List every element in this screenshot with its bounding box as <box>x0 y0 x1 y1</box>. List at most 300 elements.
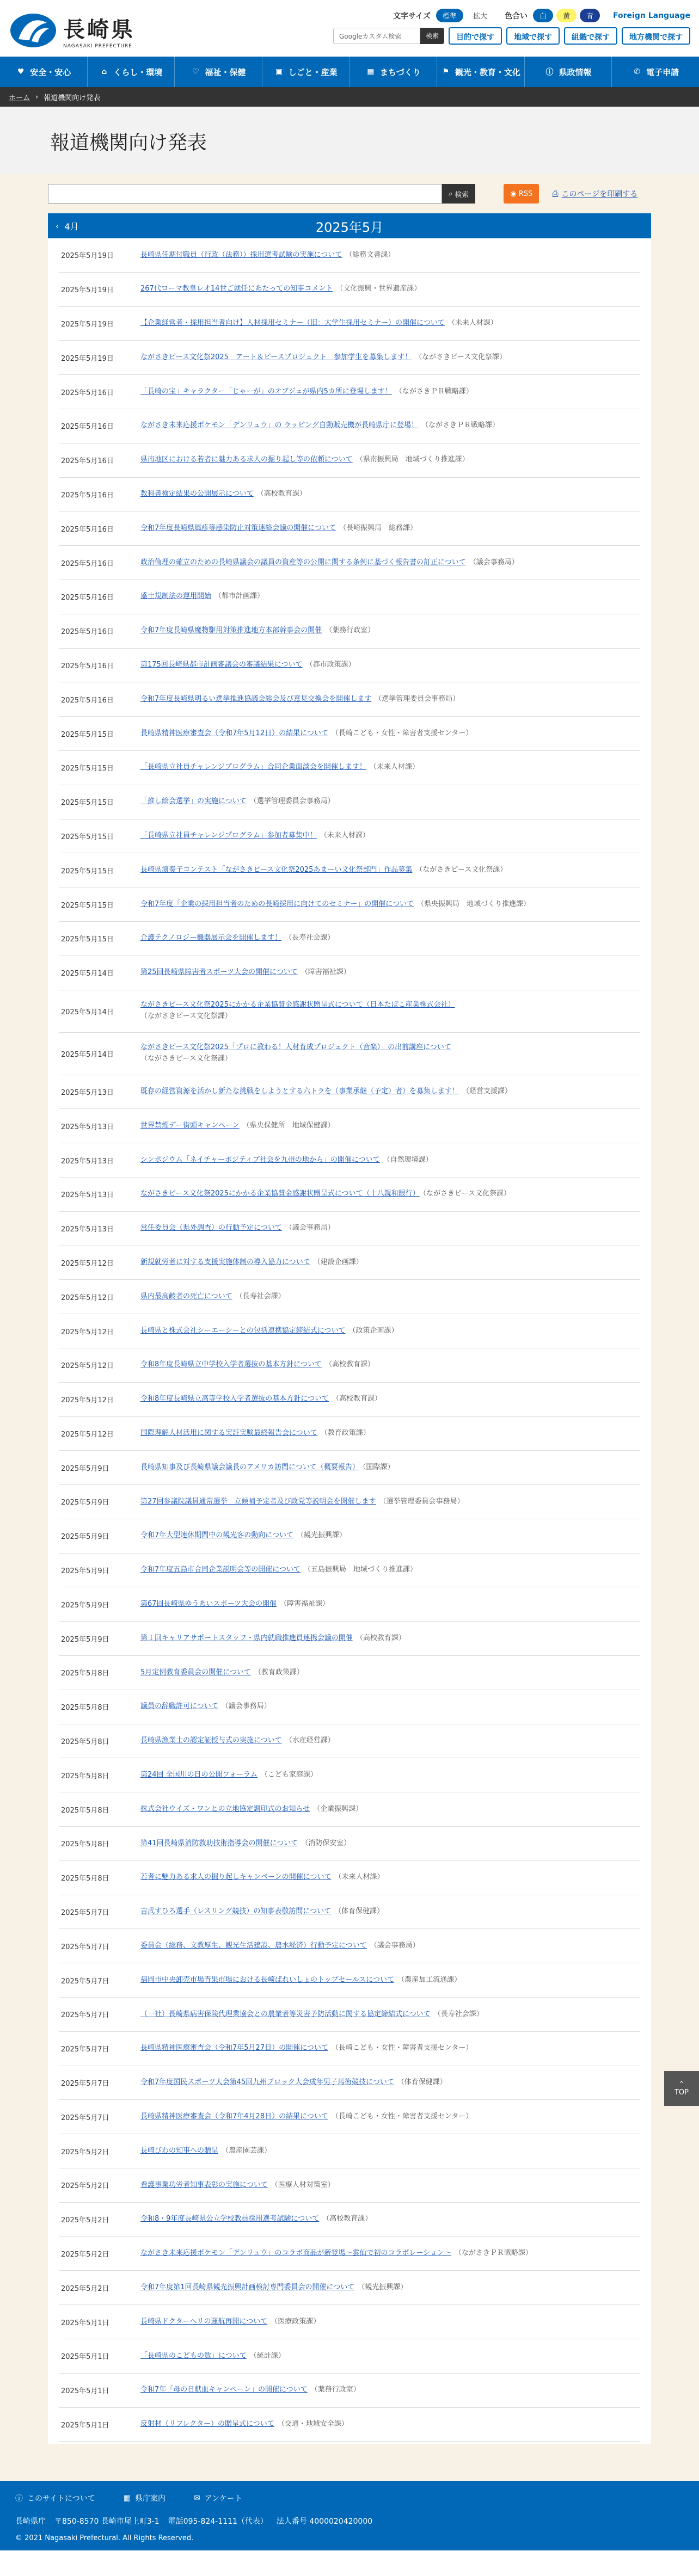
release-title-link[interactable]: 反射材（リフレクター）の贈呈式について <box>140 2420 274 2429</box>
release-info <box>140 1155 640 1166</box>
release-title-link[interactable]: 株式会社ウイズ・ワンとの立地協定調印式のお知らせ <box>140 1804 310 1813</box>
release-department: （未来人材課） <box>369 763 419 772</box>
building-icon: ▦ <box>123 2494 131 2503</box>
release-title-link[interactable]: 令和8・9年度長崎県公立学校教員採用選考試験について <box>140 2215 320 2223</box>
press-release-row <box>59 341 640 375</box>
nav-town[interactable] <box>350 57 438 87</box>
breadcrumb-home[interactable]: ホーム <box>9 94 30 102</box>
footer-link-office-guide[interactable] <box>124 2493 165 2504</box>
release-department: （文化振興・世界遺産課） <box>336 285 421 293</box>
release-department: （こども家庭課） <box>260 1770 317 1779</box>
release-department: （交通・地域安全課） <box>277 2420 348 2429</box>
release-date: 2025年5月13日 <box>61 1123 114 1131</box>
release-info <box>140 694 640 705</box>
release-title-link[interactable]: 第27回参議院議員通常選挙 立候補予定者及び政党等説明会を開催します <box>140 1497 376 1506</box>
press-release-row <box>59 580 640 614</box>
release-title-link[interactable]: （一社）長崎県病害保険代理業協会との農業者等災害予防活動に関する協定締結式について <box>140 2010 431 2018</box>
release-department: （議会事務局） <box>221 1702 271 1711</box>
footer-link-about[interactable] <box>15 2493 95 2504</box>
press-release-row <box>59 1280 640 1314</box>
release-department: （ながさきＰＲ戦略課） <box>395 387 473 396</box>
press-release-row <box>59 614 640 649</box>
page-title: 報道機関向け発表 <box>50 132 207 154</box>
footer-phone: 電話095-824-1111（代表） <box>168 2517 268 2526</box>
release-title-link[interactable]: ながさき未来応援ポケモン「デンリュウ」のコラボ商品が新登場〜雲仙で初のコラボレーション〜 <box>140 2249 451 2258</box>
release-title-link[interactable]: 令和7年大型連休期間中の観光客の動向について <box>140 1531 294 1540</box>
release-date: 2025年5月19日 <box>61 252 114 261</box>
release-date: 2025年5月9日 <box>61 1567 109 1576</box>
release-department: （高校教育課） <box>332 1395 382 1403</box>
release-date: 2025年5月16日 <box>61 696 114 705</box>
release-department: （長寿社会課） <box>235 1292 285 1301</box>
release-title-link[interactable]: 長崎県と株式会社シーエーシーとの包括連携協定締結式について <box>140 1326 346 1335</box>
press-release-row <box>59 1485 640 1519</box>
press-release-row <box>59 2339 640 2374</box>
nav-label: 安全・安心 <box>30 67 71 77</box>
release-title-link[interactable]: 【企業経営者・採用担当者向け】人材採用セミナー（旧：大学生採用セミナー）の開催について <box>140 319 445 328</box>
release-department: （消防保安室） <box>301 1839 351 1847</box>
release-title-link[interactable]: 長崎県任期付職員（行政（法務））採用選考試験の実施について <box>140 250 342 259</box>
press-release-row <box>59 1827 640 1861</box>
building-icon: ▦ <box>367 67 375 76</box>
release-info <box>140 967 640 978</box>
press-release-row <box>59 2100 640 2134</box>
release-date: 2025年5月15日 <box>61 765 114 773</box>
release-info <box>140 1291 640 1303</box>
font-size-large-button[interactable]: 拡大 <box>473 13 487 21</box>
release-info <box>140 1086 640 1098</box>
press-release-row <box>59 2134 640 2168</box>
release-department: （経営支援課） <box>462 1087 512 1096</box>
release-department: （未来人材課） <box>447 319 498 328</box>
rss-icon: ◉ <box>510 189 519 198</box>
site-search-button[interactable] <box>442 184 475 204</box>
release-department: （選挙管理委員会事務局） <box>379 1497 464 1506</box>
release-date: 2025年5月2日 <box>61 2148 109 2156</box>
release-title-link[interactable]: 令和7年「母の日献血キャンペーン」の開催について <box>140 2386 308 2394</box>
release-title-link[interactable]: 長崎県漁業士の認定証授与式の実施について <box>140 1736 282 1745</box>
release-title-link[interactable]: 第175回長崎県都市計画審議会の審議結果について <box>140 661 303 669</box>
release-date: 2025年5月15日 <box>61 799 114 808</box>
release-department: （農産園芸課） <box>222 2146 272 2155</box>
release-department: （議会事務局） <box>469 558 519 566</box>
release-info <box>140 1120 640 1132</box>
release-title-link[interactable]: 令和7年度長崎県風疹等感染防止対策連絡会議の開催について <box>140 523 336 532</box>
release-title-link[interactable]: 令和7年度長崎県明るい選挙推進協議会総会及び意見交換会を開催します <box>140 694 372 703</box>
release-title-link[interactable]: 長崎県知事及び長崎県議会議長のアメリカ訪問について（概要報告） <box>140 1463 359 1471</box>
press-release-row <box>59 1963 640 1998</box>
press-release-row <box>59 1587 640 1622</box>
release-info <box>140 1770 640 1781</box>
heart-icon: ♡ <box>192 67 199 76</box>
release-department: （高校教育課） <box>322 2215 372 2223</box>
release-date: 2025年5月19日 <box>61 286 114 295</box>
month-navigation <box>48 213 651 238</box>
release-title-link[interactable]: 委員会（総務、文教厚生、観光生活建設、農水経済）行動予定について <box>140 1941 367 1950</box>
release-department: （ながさきピース文化祭課） <box>140 1055 232 1063</box>
press-release-row <box>59 511 640 546</box>
release-date: 2025年5月13日 <box>61 1225 114 1234</box>
press-release-panel <box>48 213 651 2444</box>
press-release-row <box>59 1792 640 1827</box>
release-date: 2025年5月2日 <box>61 2284 109 2293</box>
release-date: 2025年5月7日 <box>61 1977 109 1986</box>
chevron-left-icon: ‹ <box>56 220 59 231</box>
chevron-up-icon: ⌃ <box>678 2080 685 2088</box>
release-info <box>140 1042 640 1065</box>
previous-month-link[interactable] <box>48 220 79 232</box>
global-nav <box>0 57 699 87</box>
release-department: （長崎振興局 総務課） <box>339 523 418 532</box>
nav-e-application[interactable] <box>612 57 699 87</box>
press-release-row <box>59 1178 640 1212</box>
press-release-row <box>59 1861 640 1895</box>
release-title-link[interactable]: 長崎県ドクターヘリの運航再開について <box>140 2317 268 2326</box>
purpose-search-button[interactable]: 目的で探す <box>449 27 502 45</box>
search-button-label: 検索 <box>455 190 469 199</box>
release-date: 2025年5月1日 <box>61 2353 109 2362</box>
release-department: （選挙管理委員会事務局） <box>249 797 335 806</box>
release-info <box>140 2384 640 2396</box>
release-date: 2025年5月13日 <box>61 1157 114 1166</box>
release-department: （教育政策課） <box>320 1429 370 1437</box>
press-release-row <box>59 2408 640 2442</box>
print-label: このページを印刷する <box>561 190 638 199</box>
flag-icon: ⚑ <box>442 67 450 76</box>
font-size-standard-button[interactable]: 標準 <box>436 9 463 22</box>
footer-address-text: 〒850-8570 長崎市尾上町3-1 <box>54 2517 160 2526</box>
release-title-link[interactable]: 「長崎の宝」キャラクター「じゃーが」のオブジェが県内5カ所に登場します！ <box>140 387 392 396</box>
color-white-button[interactable]: 白 <box>533 9 553 22</box>
rss-label: RSS <box>518 189 533 198</box>
release-info <box>140 2316 640 2328</box>
press-release-row <box>59 2237 640 2271</box>
release-info <box>140 796 640 808</box>
press-release-row <box>59 2032 640 2066</box>
release-date: 2025年5月19日 <box>61 320 114 329</box>
search-icon: ⌕ <box>449 189 453 198</box>
release-info <box>140 728 640 739</box>
site-search-input[interactable] <box>48 184 442 204</box>
nav-tourism[interactable] <box>437 57 525 87</box>
logo-subtitle: NAGASAKI PREFECTURE <box>63 43 132 49</box>
release-title-link[interactable]: 長崎県精神医療審査会（令和7年4月28日）の結果について <box>140 2112 328 2121</box>
release-info <box>140 660 640 671</box>
footer-link-label: アンケート <box>204 2494 242 2504</box>
release-department: （国際課） <box>362 1463 395 1471</box>
release-title-link[interactable]: 第24回 全国川の日の公開フォーラム <box>140 1770 257 1779</box>
release-department: （医療政策課） <box>271 2317 321 2326</box>
release-info <box>140 1804 640 1815</box>
release-info <box>140 1462 640 1474</box>
release-title-link[interactable]: 令和7年度第1回長崎県観光振興計画検討専門委員会の開催について <box>140 2283 355 2291</box>
nav-label: 電子申請 <box>646 67 679 77</box>
release-date: 2025年5月9日 <box>61 1464 109 1473</box>
release-date: 2025年5月15日 <box>61 901 114 910</box>
release-title-link[interactable]: 長崎びわの知事への贈呈 <box>140 2146 219 2155</box>
release-date: 2025年5月12日 <box>61 1430 114 1439</box>
release-department: （高校教育課） <box>256 490 306 498</box>
release-info <box>140 420 640 432</box>
press-release-row <box>59 1314 640 1348</box>
release-title-link[interactable]: 第25回長崎県障害者スポーツ大会の開催について <box>140 968 298 977</box>
release-department: （観光振興課） <box>297 1531 347 1540</box>
press-release-row <box>59 990 640 1033</box>
release-info <box>140 1599 640 1610</box>
back-to-top-button[interactable] <box>664 2071 699 2106</box>
release-title-link[interactable]: 既存の経営資源を活かし新たな挑戦をしようとする六トラを（事業承継（予定）者）を募集します！ <box>140 1087 459 1096</box>
breadcrumb-separator-icon: › <box>35 93 39 101</box>
current-month: 2025年5月 <box>315 219 384 235</box>
press-release-row <box>59 238 640 273</box>
previous-month-label[interactable]: 4月 <box>64 221 79 232</box>
site-logo[interactable] <box>9 12 135 49</box>
release-title-link[interactable]: 「長崎県立社員チャレンジプログラム」参加者募集中！ <box>140 831 317 840</box>
release-title-link[interactable]: 令和8年度長崎県立高等学校入学者選抜の基本方針について <box>140 1395 329 1403</box>
release-date: 2025年5月2日 <box>61 2216 109 2225</box>
release-title-link[interactable]: 吉武すひろ選手（レスリング競技）の知事表敬訪問について <box>140 1907 332 1916</box>
press-release-row <box>59 2066 640 2100</box>
release-title-link[interactable]: 教科書検定結果の公開展示について <box>140 490 254 498</box>
site-header <box>0 0 699 57</box>
release-department: （農産加工流通課） <box>397 1975 462 1984</box>
release-date: 2025年5月15日 <box>61 730 114 739</box>
release-date: 2025年5月8日 <box>61 1704 109 1712</box>
release-title-link[interactable]: 県南地区における若者に魅力ある求人の掘り起し等の依頼について <box>140 455 353 464</box>
press-release-row <box>59 2374 640 2408</box>
back-to-top-label: TOP <box>674 2088 689 2097</box>
release-info <box>140 2248 640 2259</box>
nav-label: 福祉・保健 <box>205 67 246 77</box>
release-department: （ながさきＰＲ戦略課） <box>421 421 499 430</box>
page-title-area <box>0 107 699 174</box>
release-title-link[interactable]: 世界禁煙デー街頭キャンペーン <box>140 1121 240 1130</box>
release-department: （政策企画課） <box>348 1326 398 1335</box>
foreign-language-link[interactable]: Foreign Language <box>613 11 690 20</box>
press-release-row <box>59 1451 640 1485</box>
release-department: （都市政策課） <box>305 661 355 669</box>
release-title-link[interactable]: 長崎県精神医療審査会（令和7年5月12日）の結果について <box>140 729 328 737</box>
press-release-row <box>59 1656 640 1690</box>
color-label: 色合い <box>504 11 528 21</box>
nav-label: しごと・産業 <box>288 67 338 77</box>
release-title-link[interactable]: 議員の辞職許可について <box>140 1702 218 1711</box>
release-info <box>140 386 640 398</box>
release-department: （長崎こども・女性・障害者支援センター） <box>331 2044 473 2053</box>
page-tools <box>48 182 651 206</box>
release-info <box>140 1359 640 1371</box>
nav-label: まちづくり <box>379 67 421 77</box>
release-title-link[interactable]: 令和7年度国民スポーツ大会第45回九州ブロック大会成年男子馬術競技について <box>140 2078 394 2087</box>
press-release-row <box>59 1143 640 1178</box>
shield-icon: ♥ <box>17 67 24 76</box>
release-date: 2025年5月8日 <box>61 1772 109 1780</box>
rss-button[interactable] <box>504 184 539 204</box>
release-info <box>140 1326 640 1337</box>
print-link[interactable] <box>552 188 637 199</box>
press-release-row <box>59 1998 640 2032</box>
release-info <box>140 318 640 329</box>
release-info <box>140 933 640 944</box>
release-info <box>140 1667 640 1679</box>
organization-search-button[interactable]: 組織で探す <box>564 27 617 45</box>
press-release-row <box>59 649 640 683</box>
release-title-link[interactable]: 5月定例教育委員会の開催について <box>140 1668 252 1677</box>
release-title-link[interactable]: 第67回長崎県ゆうあいスポーツ大会の開催 <box>140 1599 277 1608</box>
release-info <box>140 523 640 534</box>
release-department: （議会事務局） <box>285 1224 335 1232</box>
release-title-link[interactable]: 盛土規制法の運用開始 <box>140 592 212 601</box>
nav-government[interactable] <box>525 57 612 87</box>
release-date: 2025年5月2日 <box>61 2182 109 2191</box>
release-date: 2025年5月9日 <box>61 1601 109 1610</box>
release-title-link[interactable]: ながさきピース文化祭2025 アート＆ピースプロジェクト 参加学生を募集します！ <box>140 353 412 361</box>
footer-link-survey[interactable] <box>194 2493 242 2504</box>
release-department: （体育保健課） <box>397 2078 447 2087</box>
release-title-link[interactable]: 政治倫理の確立のための長崎県議会の議員の資産等の公開に関する条例に基づく報告書の訂正について <box>140 558 466 566</box>
release-date: 2025年5月16日 <box>61 594 114 602</box>
release-date: 2025年5月16日 <box>61 628 114 637</box>
press-release-row <box>59 853 640 888</box>
print-icon: ⎙ <box>552 189 559 198</box>
main-content <box>0 174 699 2481</box>
nav-welfare[interactable] <box>175 57 262 87</box>
release-title-link[interactable]: 「推し絵会選挙」の実施について <box>140 797 247 806</box>
release-title-link[interactable]: 若者に魅力ある求人の掘り起しキャンペーンの開催について <box>140 1873 332 1882</box>
briefcase-icon: ▣ <box>275 67 283 76</box>
release-title-link[interactable]: 「長崎県立社員チャレンジプログラム」合同企業面談会を開催します！ <box>140 763 366 772</box>
release-title-link[interactable]: 常任委員会（県外調査）の行動予定について <box>140 1224 282 1232</box>
nav-work[interactable] <box>262 57 350 87</box>
press-release-row <box>59 1554 640 1588</box>
press-release-row <box>59 1212 640 1246</box>
nav-safety[interactable] <box>0 57 88 87</box>
color-blue-button[interactable]: 青 <box>580 9 600 22</box>
release-department: （障害福祉課） <box>280 1599 330 1608</box>
release-title-link[interactable]: ながさきピース文化祭2025「プロに教わる！人材育成プロジェクト（音楽）」の出前講座について <box>140 1043 451 1052</box>
release-title-link[interactable]: 令和7年度長崎県魔物駆用対策推進地方本部幹事会の開催 <box>140 626 322 635</box>
release-department: （薬務行政室） <box>310 2386 360 2394</box>
release-title-link[interactable]: ながさき未来応援ポケモン「デンリュウ」の ラッピング自動販売機が長崎県庁に登場！ <box>140 421 418 430</box>
release-info <box>140 2351 640 2362</box>
release-title-link[interactable]: シンポジウム「ネイチャーポジティブ社会を九州の地から」の開催について <box>140 1155 380 1164</box>
release-title-link[interactable]: 新規就労者に対する支援実施体制の導入協力について <box>140 1258 310 1267</box>
release-info <box>140 2214 640 2225</box>
nav-living[interactable] <box>88 57 175 87</box>
release-info <box>140 2146 640 2157</box>
release-title-link[interactable]: ながさきピース文化祭2025にかかる企業協賛金感謝状贈呈式について（日本たばこ産業株式会社） <box>140 1001 455 1009</box>
release-date: 2025年5月16日 <box>61 525 114 534</box>
release-title-link[interactable]: 国際理解人材活用に関する実証実験最終報告会について <box>140 1429 317 1437</box>
release-title-link[interactable]: 第１回キャリアサポートスタッフ・県内就職推進員連携会議の開催 <box>140 1634 353 1642</box>
region-search-button[interactable]: 地域で探す <box>506 27 560 45</box>
release-date: 2025年5月16日 <box>61 662 114 670</box>
release-title-link[interactable]: ながさきピース文化祭2025にかかる企業協賛金感謝状贈呈式について（十八親和銀行） <box>140 1190 420 1198</box>
release-info <box>140 352 640 363</box>
press-release-row <box>59 1622 640 1656</box>
release-info <box>140 2077 640 2088</box>
release-date: 2025年5月7日 <box>61 2080 109 2088</box>
release-department: （自然環境課） <box>383 1155 433 1164</box>
release-date: 2025年5月7日 <box>61 2113 109 2122</box>
release-info <box>140 625 640 637</box>
release-info <box>140 2043 640 2054</box>
release-title-link[interactable]: 看護事業功労者知事表彰の実施について <box>140 2180 268 2189</box>
release-info <box>140 2009 640 2020</box>
release-department: （長崎こども・女性・障害者支援センター） <box>331 2112 473 2121</box>
press-release-row <box>59 273 640 307</box>
press-release-row <box>59 956 640 990</box>
release-title-link[interactable]: 福岡市中央卸売市場青果市場における長崎ばれいしょのトップセールスについて <box>140 1975 395 1984</box>
press-release-row <box>59 1929 640 1963</box>
breadcrumb <box>0 87 699 107</box>
release-department: （障害福祉課） <box>301 968 351 977</box>
release-title-link[interactable]: 長崎県精神医療審査会（令和7年5月27日）の開催について <box>140 2044 328 2053</box>
release-title-link[interactable]: 令和7年度五島市合同企業説明会等の開催について <box>140 1566 301 1574</box>
footer-links <box>15 2493 690 2504</box>
release-info <box>140 1000 640 1022</box>
release-info <box>140 1701 640 1712</box>
press-release-row <box>59 1383 640 1417</box>
press-release-row <box>59 375 640 409</box>
local-office-search-button[interactable]: 地方機関で探す <box>622 27 690 45</box>
breadcrumb-current: 報道機関向け発表 <box>44 94 101 102</box>
release-date: 2025年5月13日 <box>61 1088 114 1097</box>
release-info <box>140 762 640 773</box>
release-title-link[interactable]: 長崎県演奏子コンテスト「ながさきピース文化祭2025あまーい文化祭部門」作品募集 <box>140 865 413 874</box>
release-department: （高校教育課） <box>325 1360 375 1369</box>
release-date: 2025年5月9日 <box>61 1499 109 1507</box>
release-title-link[interactable]: 第41回長崎県消防救助技術指導会の開催について <box>140 1839 298 1847</box>
release-department: （県央振興局 地域づくり推進課） <box>417 899 531 908</box>
release-date: 2025年5月2日 <box>61 2251 109 2259</box>
color-yellow-button[interactable]: 黄 <box>556 9 577 22</box>
google-search-input[interactable]: Googleカスタム検索 <box>333 28 420 44</box>
release-date: 2025年5月8日 <box>61 1669 109 1678</box>
nav-label: 県政情報 <box>559 67 592 77</box>
release-date: 2025年5月8日 <box>61 1840 109 1849</box>
google-search-button[interactable]: 検索 <box>420 28 444 44</box>
release-department: （長寿社会課） <box>433 2010 483 2018</box>
footer-copyright: © 2021 Nagasaki Prefectural. All Rights Reserved. <box>15 2534 194 2543</box>
release-title-link[interactable]: 県内最高齢者の死亡について <box>140 1292 232 1301</box>
press-release-row <box>59 1690 640 1724</box>
release-date: 2025年5月8日 <box>61 1738 109 1747</box>
release-department: （体育保健課） <box>334 1907 384 1916</box>
release-department: （県央保健所 地域保健課） <box>242 1121 335 1130</box>
release-info <box>140 1394 640 1405</box>
release-title-link[interactable]: 令和7年度「企業の採用担当者のための長崎採用に向けてのセミナー」の開催について <box>140 899 414 908</box>
nav-label: くらし・環境 <box>113 67 163 77</box>
release-title-link[interactable]: 介護テクノロジー機器展示会を開催します！ <box>140 934 282 942</box>
release-date: 2025年5月14日 <box>61 1008 114 1016</box>
release-date: 2025年5月15日 <box>61 833 114 841</box>
release-department: （長寿社会課） <box>285 934 335 942</box>
prefecture-emblem-icon <box>9 12 58 49</box>
release-department: （教育政策課） <box>254 1668 304 1677</box>
release-title-link[interactable]: 267代ローマ教皇レオ14世ご就任にあたっての知事コメント <box>140 285 333 293</box>
press-release-row <box>59 1758 640 1792</box>
press-release-list <box>48 238 651 2444</box>
press-release-row <box>59 443 640 478</box>
release-department: （ながさきピース文化祭課） <box>415 353 506 361</box>
release-date: 2025年5月7日 <box>61 1943 109 1951</box>
release-department: （医療人材対策室） <box>271 2180 335 2189</box>
release-info <box>140 865 640 876</box>
release-department: （ながさきピース文化祭課） <box>140 1012 232 1021</box>
release-title-link[interactable]: 令和8年度長崎県立中学校入学者選抜の基本方針について <box>140 1360 322 1369</box>
release-title-link[interactable]: 「長崎県のこどもの数」について <box>140 2351 247 2360</box>
